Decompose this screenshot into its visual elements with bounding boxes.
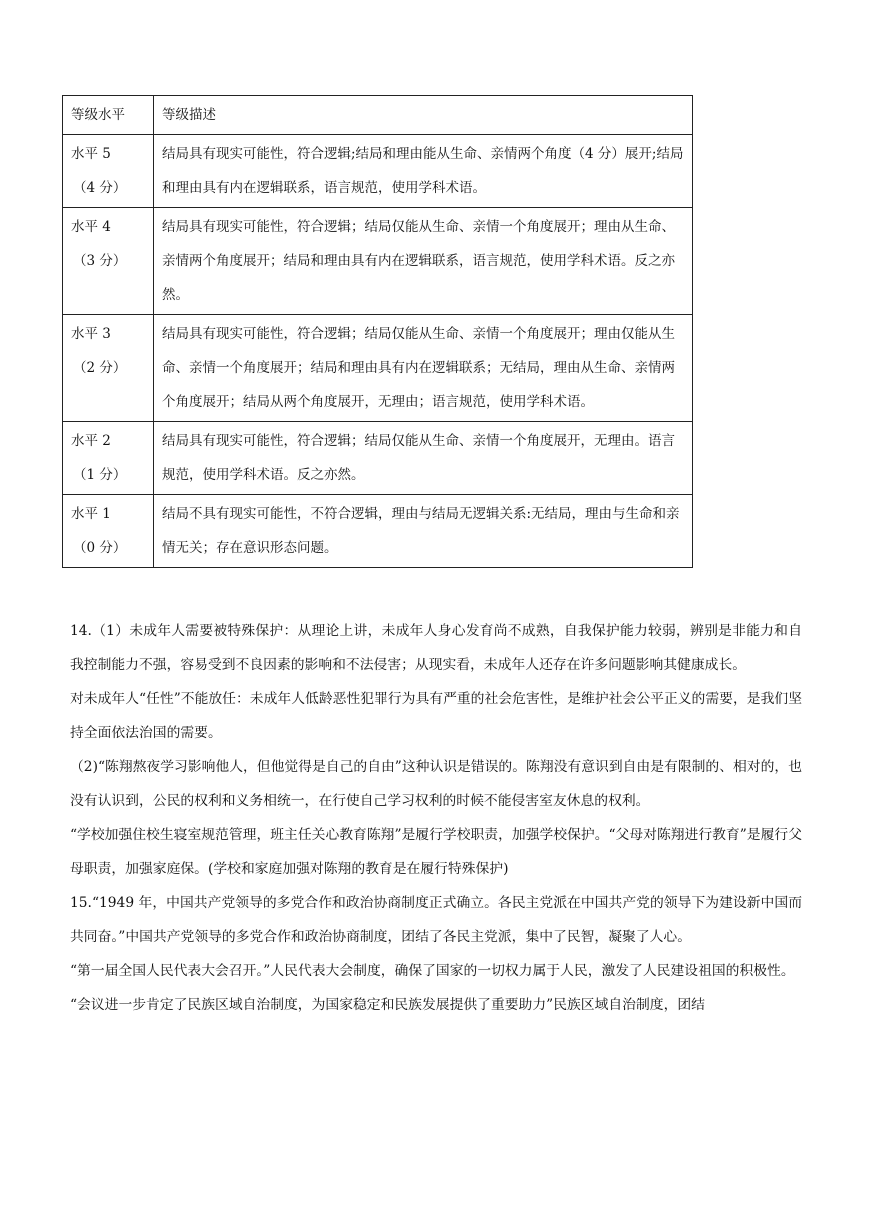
q15-npc-paragraph: “第一届全国人民代表大会召开。”人民代表大会制度，确保了国家的一切权力属于人民，激发了人民建设祖国的积极性。 [70, 963, 795, 979]
level-score: （0 分） [73, 540, 127, 556]
table-header-row [63, 96, 693, 135]
header-desc-cell: 等级描述 [154, 96, 693, 135]
desc-cell: 结局不具有现实可能性，不符合逻辑，理由与结局无逻辑关系:无结局，理由与生命和亲情无关；存在意识形态问题。 [154, 495, 693, 568]
level-cell [63, 495, 154, 568]
level-name: 水平 3 [71, 326, 111, 342]
q15-cppcc-paragraph: 15.“1949 年，中国共产党领导的多党合作和政治协商制度正式确立。各民主党派在中国共产党的领导下为建设新中国而共同奋。”中国共产党领导的多党合作和政治协商制度，团结了各民主党派，集中了民智，凝聚了人心。 [70, 895, 802, 945]
level-name: 水平 5 [71, 146, 111, 162]
level-score: （3 分） [73, 253, 127, 269]
q14-part1-paragraph: 14.（1）未成年人需要被特殊保护：从理论上讲，未成年人身心发育尚不成熟，自我保护能力较弱，辨别是非能力和自我控制能力不强，容易受到不良因素的影响和不法侵害；从现实看，未成年人还存在许多问题影响其健康成长。 [70, 623, 802, 673]
level-cell [63, 208, 154, 315]
table-row [63, 315, 693, 422]
desc-cell: 结局具有现实可能性，符合逻辑;结局和理由能从生命、亲情两个角度（4 分）展开;结局和理由具有内在逻辑联系，语言规范，使用学科术语。 [154, 135, 693, 208]
table-row [63, 422, 693, 495]
q14-protection-paragraph: “学校加强住校生寝室规范管理，班主任关心教育陈翔”是履行学校职责，加强学校保护。“父母对陈翔进行教育”是履行父母职责，加强家庭保。(学校和家庭加强对陈翔的教育是在履行特殊保护) [70, 827, 802, 877]
level-cell [63, 135, 154, 208]
header-level-cell: 等级水平 [63, 96, 154, 135]
level-name: 水平 1 [71, 506, 111, 522]
level-score: （4 分） [73, 180, 127, 196]
level-cell [63, 315, 154, 422]
level-score: （1 分） [73, 467, 127, 483]
desc-cell: 结局具有现实可能性，符合逻辑；结局仅能从生命、亲情一个角度展开，无理由。语言规范，使用学科术语。反之亦然。 [154, 422, 693, 495]
table-row [63, 495, 693, 568]
level-cell [63, 422, 154, 495]
grading-rubric-table [62, 95, 693, 568]
q14-minor-paragraph: 对未成年人“任性”不能放任：未成年人低龄恶性犯罪行为具有严重的社会危害性，是维护社会公平正义的需要，是我们坚持全面依法治国的需要。 [70, 691, 802, 741]
q14-part2-paragraph: （2)“陈翔熬夜学习影响他人，但他觉得是自己的自由”这种认识是错误的。陈翔没有意识到自由是有限制的、相对的，也没有认识到，公民的权利和义务相统一，在行使自己学习权利的时候不能侵害室友休息的权利。 [70, 759, 802, 809]
level-name: 水平 4 [71, 219, 111, 235]
q15-ethnic-autonomy-paragraph: “会议进一步肯定了民族区域自治制度，为国家稳定和民族发展提供了重要助力”民族区域自治制度，团结 [70, 997, 705, 1013]
desc-cell: 结局具有现实可能性，符合逻辑；结局仅能从生命、亲情一个角度展开；理由从生命、亲情两个角度展开；结局和理由具有内在逻辑联系，语言规范，使用学科术语。反之亦然。 [154, 208, 693, 315]
level-name: 水平 2 [71, 433, 111, 449]
table-row [63, 135, 693, 208]
answer-text [70, 614, 802, 1022]
level-score: （2 分） [73, 360, 127, 376]
table-row [63, 208, 693, 315]
desc-cell: 结局具有现实可能性，符合逻辑；结局仅能从生命、亲情一个角度展开；理由仅能从生命、亲情一个角度展开；结局和理由具有内在逻辑联系；无结局，理由从生命、亲情两个角度展开；结局从两个角度展开，无理由；语言规范，使用学科术语。 [154, 315, 693, 422]
